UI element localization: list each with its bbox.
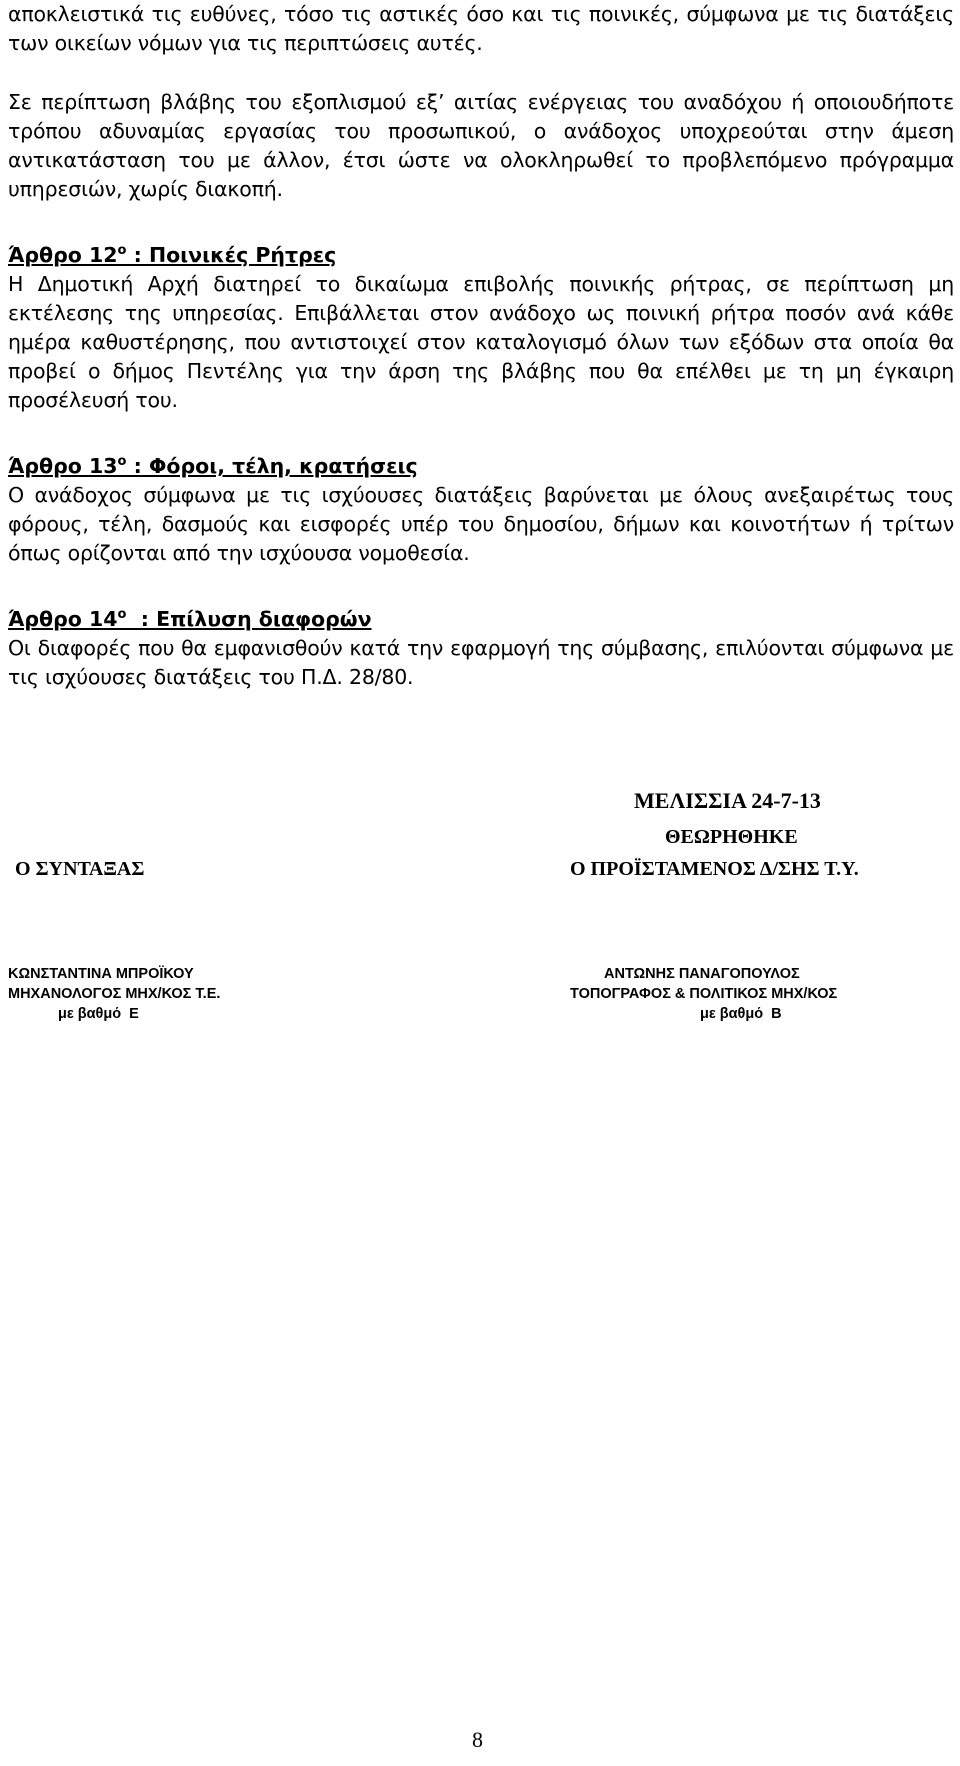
compiler-title: Ο ΣΥΝΤΑΞΑΣ bbox=[15, 858, 145, 880]
article-13-title: : Φόροι, τέλη, κρατήσεις bbox=[126, 454, 418, 478]
article-13-text: Ο ανάδοχος σύμφωνα με τις ισχύουσες διατάξεις βαρύνεται με όλους ανεξαιρέτως τους φόρους, τέλη, δασμούς και εισφορές υπέρ του δημοσίου, δήμων και κοινοτήτων ή τρίτων όπως ορίζονται από την ισχύουσα νομοθεσία. bbox=[8, 483, 954, 565]
article-14-heading bbox=[8, 604, 954, 634]
article-14-text: Οι διαφορές που θα εμφανισθούν κατά την εφαρμογή της σύμβασης, επιλύονται σύμφωνα με τις ισχύουσες διατάξεις του Π.Δ. 28/80. bbox=[8, 636, 954, 689]
article-14-number: Άρθρο 14 bbox=[8, 607, 118, 631]
article-12-title: : Ποινικές Ρήτρες bbox=[126, 243, 337, 267]
article-12-text: Η Δημοτική Αρχή διατηρεί το δικαίωμα επιβολής ποινικής ρήτρας, σε περίπτωση μη εκτέλεσης της υπηρεσίας. Επιβάλλεται στον ανάδοχο ως ποινική ρήτρα ποσόν ανά κάθε ημέρα καθυστέρησης, που αντιστοιχεί στον καταλογισμό όλων των εξόδων στα οποία θα προβεί ο δήμος Πεντέλης για την άρση της βλάβης που θα επέλθει με τη μη έγκαιρη προσέλευσή του. bbox=[8, 272, 954, 412]
article-12-ordinal: ο bbox=[117, 243, 127, 258]
compiler-grade: με βαθμό Ε bbox=[58, 1006, 139, 1022]
head-grade: με βαθμό Β bbox=[700, 1006, 782, 1022]
article-14-ordinal: ο bbox=[117, 607, 127, 622]
article-12 bbox=[8, 240, 954, 415]
head-name: ΑΝΤΩΝΗΣ ΠΑΝΑΓΟΠΟΥΛΟΣ bbox=[604, 966, 800, 982]
article-13-ordinal: ο bbox=[117, 454, 127, 469]
article-13-heading bbox=[8, 451, 954, 481]
head-title: Ο ΠΡΟΪΣΤΑΜΕΝΟΣ Δ/ΣΗΣ Τ.Υ. bbox=[570, 858, 859, 880]
article-14-title: : Επίλυση διαφορών bbox=[126, 607, 372, 631]
paragraph-liability: αποκλειστικά τις ευθύνες, τόσο τις αστικές όσο και τις ποινικές, σύμφωνα με τις διατάξεις των οικείων νόμων για τις περιπτώσεις αυτές. bbox=[8, 2, 954, 55]
head-role: ΤΟΠΟΓΡΑΦΟΣ & ΠΟΛΙΤΙΚΟΣ ΜΗΧ/ΚΟΣ bbox=[570, 986, 838, 1002]
compiler-name: ΚΩΝΣΤΑΝΤΙΝΑ ΜΠΡΟΪΚΟΥ bbox=[8, 966, 194, 982]
place-date: ΜΕΛΙΣΣΙΑ 24-7-13 bbox=[634, 788, 821, 813]
article-12-number: Άρθρο 12 bbox=[8, 243, 118, 267]
paragraph-equipment-failure: Σε περίπτωση βλάβης του εξοπλισμού εξ’ αιτίας ενέργειας του αναδόχου ή οποιουδήποτε τρόπου αδυναμίας εργασίας του προσωπικού, ο ανάδοχος υποχρεούται στην άμεση αντικατάσταση του με άλλον, έτσι ώστε να ολοκληρωθεί το προβλεπόμενο πρόγραμμα υπηρεσιών, χωρίς διακοπή. bbox=[8, 90, 954, 201]
article-12-heading bbox=[8, 240, 954, 270]
article-14 bbox=[8, 604, 954, 692]
article-13-number: Άρθρο 13 bbox=[8, 454, 118, 478]
reviewed-label: ΘΕΩΡΗΘΗΚΕ bbox=[665, 826, 798, 848]
article-13 bbox=[8, 451, 954, 568]
compiler-role: ΜΗΧΑΝΟΛΟΓΟΣ ΜΗΧ/ΚΟΣ Τ.Ε. bbox=[8, 986, 221, 1002]
page-number: 8 bbox=[472, 1727, 483, 1752]
